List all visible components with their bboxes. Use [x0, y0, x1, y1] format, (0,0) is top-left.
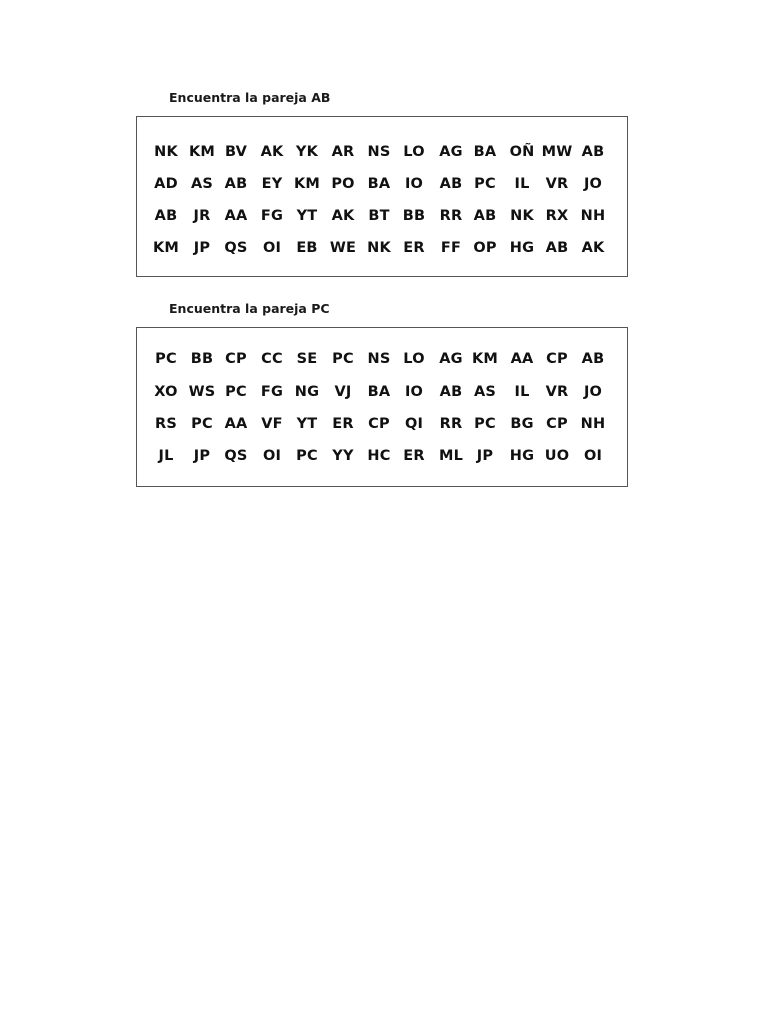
letter-pair[interactable]: MW: [541, 144, 573, 160]
letter-pair[interactable]: WE: [329, 240, 357, 256]
letter-pair[interactable]: ER: [403, 448, 425, 464]
letter-pair[interactable]: JP: [193, 448, 211, 464]
puzzle-box-pc: [136, 327, 628, 487]
letter-pair[interactable]: PC: [474, 176, 496, 192]
letter-pair[interactable]: VR: [545, 176, 569, 192]
letter-pair[interactable]: QS: [224, 240, 248, 256]
letter-pair[interactable]: AB: [154, 208, 178, 224]
puzzle-title-pc: Encuentra la pareja PC: [169, 301, 330, 316]
letter-pair[interactable]: NK: [154, 144, 178, 160]
letter-pair[interactable]: AG: [439, 351, 463, 367]
letter-pair[interactable]: BA: [367, 176, 391, 192]
letter-pair[interactable]: AA: [510, 351, 534, 367]
letter-pair[interactable]: EB: [296, 240, 318, 256]
letter-pair[interactable]: NS: [367, 351, 391, 367]
letter-pair[interactable]: CC: [261, 351, 283, 367]
letter-pair[interactable]: RR: [439, 208, 463, 224]
letter-pair[interactable]: BA: [473, 144, 497, 160]
letter-pair[interactable]: QS: [224, 448, 248, 464]
letter-pair[interactable]: VJ: [334, 384, 352, 400]
letter-pair[interactable]: KM: [471, 351, 499, 367]
letter-pair[interactable]: BB: [190, 351, 214, 367]
letter-pair[interactable]: FF: [440, 240, 462, 256]
letter-pair[interactable]: BV: [224, 144, 248, 160]
letter-pair[interactable]: OI: [262, 448, 282, 464]
letter-pair[interactable]: UO: [544, 448, 570, 464]
letter-pair[interactable]: FG: [260, 208, 284, 224]
letter-pair[interactable]: JO: [583, 384, 603, 400]
letter-pair[interactable]: NG: [294, 384, 320, 400]
letter-pair[interactable]: IO: [404, 176, 424, 192]
letter-pair[interactable]: RS: [154, 416, 177, 432]
letter-pair[interactable]: HC: [367, 448, 391, 464]
letter-pair[interactable]: ML: [438, 448, 464, 464]
letter-pair[interactable]: OÑ: [509, 144, 535, 160]
letter-pair[interactable]: YY: [332, 448, 354, 464]
letter-pair[interactable]: CP: [546, 351, 568, 367]
letter-pair[interactable]: CP: [368, 416, 390, 432]
letter-pair[interactable]: KM: [293, 176, 321, 192]
letter-pair[interactable]: AB: [224, 176, 248, 192]
letter-pair[interactable]: AB: [581, 144, 605, 160]
letter-pair[interactable]: AK: [260, 144, 284, 160]
letter-pair[interactable]: SE: [296, 351, 318, 367]
letter-pair[interactable]: HG: [509, 240, 535, 256]
letter-pair[interactable]: PO: [331, 176, 355, 192]
letter-pair[interactable]: BA: [367, 384, 391, 400]
letter-pair[interactable]: YT: [296, 416, 318, 432]
letter-pair[interactable]: PC: [474, 416, 496, 432]
letter-pair[interactable]: NS: [367, 144, 391, 160]
letter-pair[interactable]: AK: [581, 240, 605, 256]
letter-pair[interactable]: AA: [224, 208, 248, 224]
letter-pair[interactable]: EY: [261, 176, 283, 192]
letter-grid-pc: [137, 328, 627, 486]
letter-pair[interactable]: KM: [152, 240, 180, 256]
letter-pair[interactable]: LO: [403, 351, 425, 367]
letter-pair[interactable]: KM: [188, 144, 216, 160]
letter-pair[interactable]: AD: [154, 176, 178, 192]
letter-pair[interactable]: AG: [439, 144, 463, 160]
letter-pair[interactable]: IL: [514, 176, 530, 192]
letter-pair[interactable]: AB: [581, 351, 605, 367]
letter-pair[interactable]: CP: [546, 416, 568, 432]
letter-pair[interactable]: AS: [473, 384, 497, 400]
letter-pair[interactable]: RX: [545, 208, 569, 224]
letter-pair[interactable]: NK: [367, 240, 391, 256]
letter-grid-ab: [137, 117, 627, 276]
letter-pair[interactable]: YK: [295, 144, 319, 160]
letter-pair[interactable]: JL: [158, 448, 174, 464]
letter-pair[interactable]: QI: [404, 416, 424, 432]
letter-pair[interactable]: JP: [476, 448, 494, 464]
letter-pair[interactable]: IO: [404, 384, 424, 400]
letter-pair[interactable]: PC: [155, 351, 177, 367]
letter-pair[interactable]: AB: [473, 208, 497, 224]
letter-pair[interactable]: VR: [545, 384, 569, 400]
letter-pair[interactable]: NH: [580, 416, 606, 432]
letter-pair[interactable]: BT: [368, 208, 390, 224]
letter-pair[interactable]: AK: [331, 208, 355, 224]
letter-pair[interactable]: OI: [583, 448, 603, 464]
letter-pair[interactable]: XO: [154, 384, 178, 400]
letter-pair[interactable]: NK: [510, 208, 534, 224]
letter-pair[interactable]: IL: [514, 384, 530, 400]
puzzle-box-ab: [136, 116, 628, 277]
letter-pair[interactable]: ER: [332, 416, 354, 432]
letter-pair[interactable]: AS: [190, 176, 214, 192]
letter-pair[interactable]: HG: [509, 448, 535, 464]
letter-pair[interactable]: VF: [261, 416, 283, 432]
letter-pair[interactable]: ER: [403, 240, 425, 256]
letter-pair[interactable]: PC: [225, 384, 247, 400]
letter-pair[interactable]: JR: [193, 208, 211, 224]
letter-pair[interactable]: AB: [439, 176, 463, 192]
letter-pair[interactable]: PC: [332, 351, 354, 367]
letter-pair[interactable]: PC: [296, 448, 318, 464]
letter-pair[interactable]: JP: [193, 240, 211, 256]
letter-pair[interactable]: BG: [510, 416, 534, 432]
letter-pair[interactable]: OI: [262, 240, 282, 256]
letter-pair[interactable]: NH: [580, 208, 606, 224]
letter-pair[interactable]: AB: [545, 240, 569, 256]
letter-pair[interactable]: AA: [224, 416, 248, 432]
letter-pair[interactable]: YT: [296, 208, 318, 224]
letter-pair[interactable]: OP: [473, 240, 497, 256]
letter-pair[interactable]: BB: [402, 208, 426, 224]
letter-pair[interactable]: WS: [188, 384, 216, 400]
puzzle-title-ab: Encuentra la pareja AB: [169, 90, 331, 105]
letter-pair[interactable]: AR: [331, 144, 355, 160]
letter-pair[interactable]: FG: [260, 384, 284, 400]
letter-pair[interactable]: CP: [225, 351, 247, 367]
letter-pair[interactable]: PC: [191, 416, 213, 432]
letter-pair[interactable]: AB: [439, 384, 463, 400]
letter-pair[interactable]: JO: [583, 176, 603, 192]
letter-pair[interactable]: RR: [439, 416, 463, 432]
letter-pair[interactable]: LO: [403, 144, 425, 160]
